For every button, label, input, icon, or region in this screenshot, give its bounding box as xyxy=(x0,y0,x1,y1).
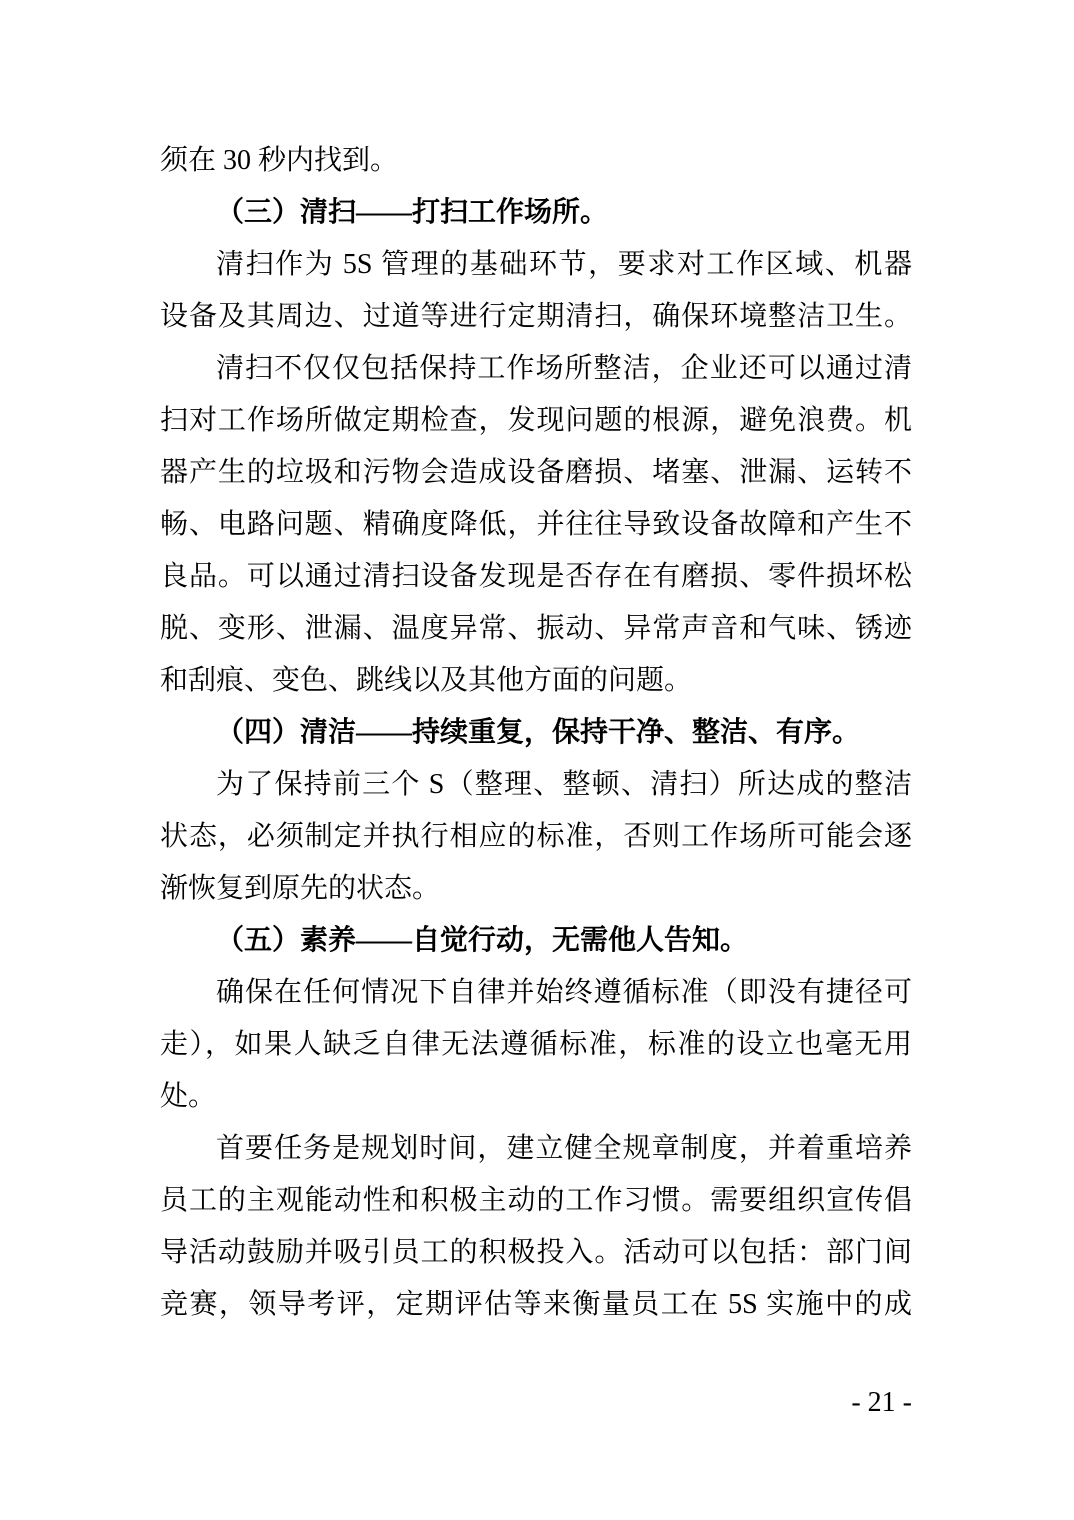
text-line: 器产生的垃圾和污物会造成设备磨损、堵塞、泄漏、运转不 xyxy=(160,457,912,488)
text-line: 设备及其周边、过道等进行定期清扫，确保环境整洁卫生。 xyxy=(160,301,912,332)
text-line: 为了保持前三个 S（整理、整顿、清扫）所达成的整洁 xyxy=(216,769,912,800)
paragraph xyxy=(160,343,912,707)
text-line: 清扫作为 5S 管理的基础环节，要求对工作区域、机器 xyxy=(216,249,912,280)
text-line: 状态，必须制定并执行相应的标准，否则工作场所可能会逐 xyxy=(160,821,912,852)
page-number: - 21 - xyxy=(851,1387,912,1418)
section-heading xyxy=(160,707,912,759)
paragraph xyxy=(160,239,912,343)
text-line: 良品。可以通过清扫设备发现是否存在有磨损、零件损坏松 xyxy=(160,561,912,592)
paragraph xyxy=(160,135,912,187)
section-heading xyxy=(160,915,912,967)
text-line: 导活动鼓励并吸引员工的积极投入。活动可以包括：部门间 xyxy=(160,1237,912,1268)
text-line: （五）素养——自觉行动，无需他人告知。 xyxy=(216,925,749,956)
text-line: 须在 30 秒内找到。 xyxy=(160,145,399,176)
section-heading xyxy=(160,187,912,239)
paragraph xyxy=(160,967,912,1123)
paragraph xyxy=(160,1123,912,1331)
text-line: 走），如果人缺乏自律无法遵循标准，标准的设立也毫无用 xyxy=(160,1029,912,1060)
text-line: 和刮痕、变色、跳线以及其他方面的问题。 xyxy=(160,665,693,696)
text-line: 确保在任何情况下自律并始终遵循标准（即没有捷径可 xyxy=(216,977,912,1008)
text-line: 脱、变形、泄漏、温度异常、振动、异常声音和气味、锈迹 xyxy=(160,613,912,644)
text-line: （四）清洁——持续重复，保持干净、整洁、有序。 xyxy=(216,717,861,748)
paragraph xyxy=(160,759,912,915)
text-line: 竞赛，领导考评，定期评估等来衡量员工在 5S 实施中的成 xyxy=(160,1289,912,1320)
text-line: （三）清扫——打扫工作场所。 xyxy=(216,197,609,228)
text-line: 扫对工作场所做定期检查，发现问题的根源，避免浪费。机 xyxy=(160,405,912,436)
text-line: 首要任务是规划时间，建立健全规章制度，并着重培养 xyxy=(216,1133,912,1164)
text-line: 渐恢复到原先的状态。 xyxy=(160,873,441,904)
text-line: 清扫不仅仅包括保持工作场所整洁，企业还可以通过清 xyxy=(216,353,912,384)
text-line: 处。 xyxy=(160,1081,217,1112)
text-line: 员工的主观能动性和积极主动的工作习惯。需要组织宣传倡 xyxy=(160,1185,912,1216)
document-content xyxy=(160,135,912,1331)
text-line: 畅、电路问题、精确度降低，并往往导致设备故障和产生不 xyxy=(160,509,912,540)
